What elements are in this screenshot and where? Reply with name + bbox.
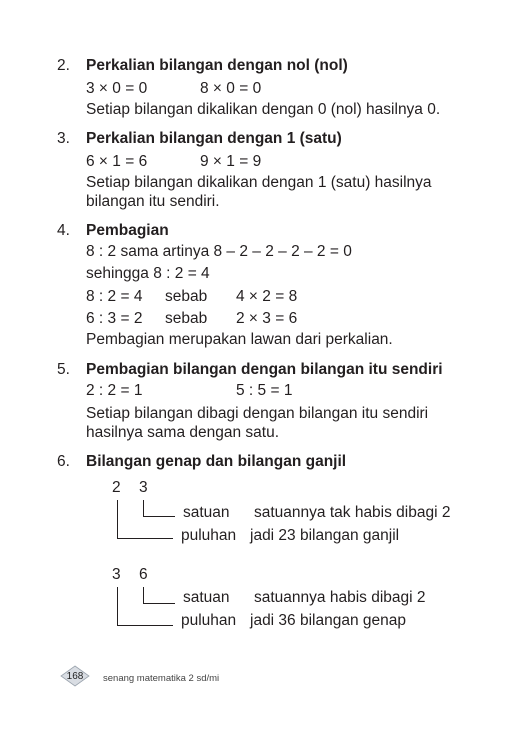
tens-label: puluhan (181, 612, 237, 629)
page-number: 168 (66, 671, 84, 682)
equation: 2 : 2 = 1 (86, 382, 143, 399)
section-title-even-odd: Bilangan genap dan bilangan ganjil (86, 453, 347, 470)
ones-description: satuannya tak habis dibagi 2 (254, 504, 451, 521)
ones-label: satuan (183, 589, 230, 606)
section-title-self-division: Pembagian bilangan dengan bilangan itu sendiri (86, 361, 443, 378)
item-number-6: 6. (57, 453, 70, 470)
tens-bracket-line (117, 500, 118, 539)
equation: 9 × 1 = 9 (200, 153, 262, 170)
section-title-division: Pembagian (86, 222, 169, 239)
tens-bracket-line (117, 587, 118, 626)
equation: 8 : 2 = 4 (86, 288, 143, 305)
rule-text: Pembagian merupakan lawan dari perkalian. (86, 331, 393, 348)
equation: 2 × 3 = 6 (236, 310, 298, 327)
digit-tens: 2 (112, 479, 121, 496)
rule-text: bilangan itu sendiri. (86, 193, 220, 210)
equation: 4 × 2 = 8 (236, 288, 298, 305)
digit-tens: 3 (112, 566, 121, 583)
rule-text: Setiap bilangan dibagi dengan bilangan itu sendiri (86, 405, 429, 422)
rule-text: hasilnya sama dengan satu. (86, 424, 280, 441)
equation: 6 × 1 = 6 (86, 153, 148, 170)
equation: 6 : 3 = 2 (86, 310, 143, 327)
item-number-4: 4. (57, 222, 70, 239)
ones-bracket-line (143, 603, 175, 604)
tens-bracket-line (117, 625, 173, 626)
tens-description: jadi 36 bilangan genap (250, 612, 406, 629)
ones-bracket-line (143, 587, 144, 604)
item-number-2: 2. (57, 57, 70, 74)
tens-description: jadi 23 bilangan ganjil (250, 527, 400, 544)
item-number-3: 3. (57, 130, 70, 147)
equation: 5 : 5 = 1 (236, 382, 293, 399)
item-number-5: 5. (57, 361, 70, 378)
rule-text: Setiap bilangan dikalikan dengan 0 (nol) hasilnya 0. (86, 101, 441, 118)
digit-ones: 3 (139, 479, 148, 496)
ones-label: satuan (183, 504, 230, 521)
equation: 3 × 0 = 0 (86, 80, 148, 97)
equation: 8 × 0 = 0 (200, 80, 262, 97)
division-explanation: 8 : 2 sama artinya 8 – 2 – 2 – 2 – 2 = 0 (86, 243, 352, 260)
digit-ones: 6 (139, 566, 148, 583)
ones-description: satuannya habis dibagi 2 (254, 589, 426, 606)
ones-bracket-line (143, 516, 175, 517)
ones-bracket-line (143, 500, 144, 517)
book-title: senang matematika 2 sd/mi (103, 673, 220, 684)
section-title-multiply-one: Perkalian bilangan dengan 1 (satu) (86, 130, 342, 147)
division-result: sehingga 8 : 2 = 4 (86, 265, 210, 282)
tens-bracket-line (117, 538, 173, 539)
rule-text: Setiap bilangan dikalikan dengan 1 (satu) hasilnya (86, 174, 432, 191)
tens-label: puluhan (181, 527, 237, 544)
because-label: sebab (165, 288, 208, 305)
because-label: sebab (165, 310, 208, 327)
section-title-multiply-zero: Perkalian bilangan dengan nol (nol) (86, 57, 348, 74)
